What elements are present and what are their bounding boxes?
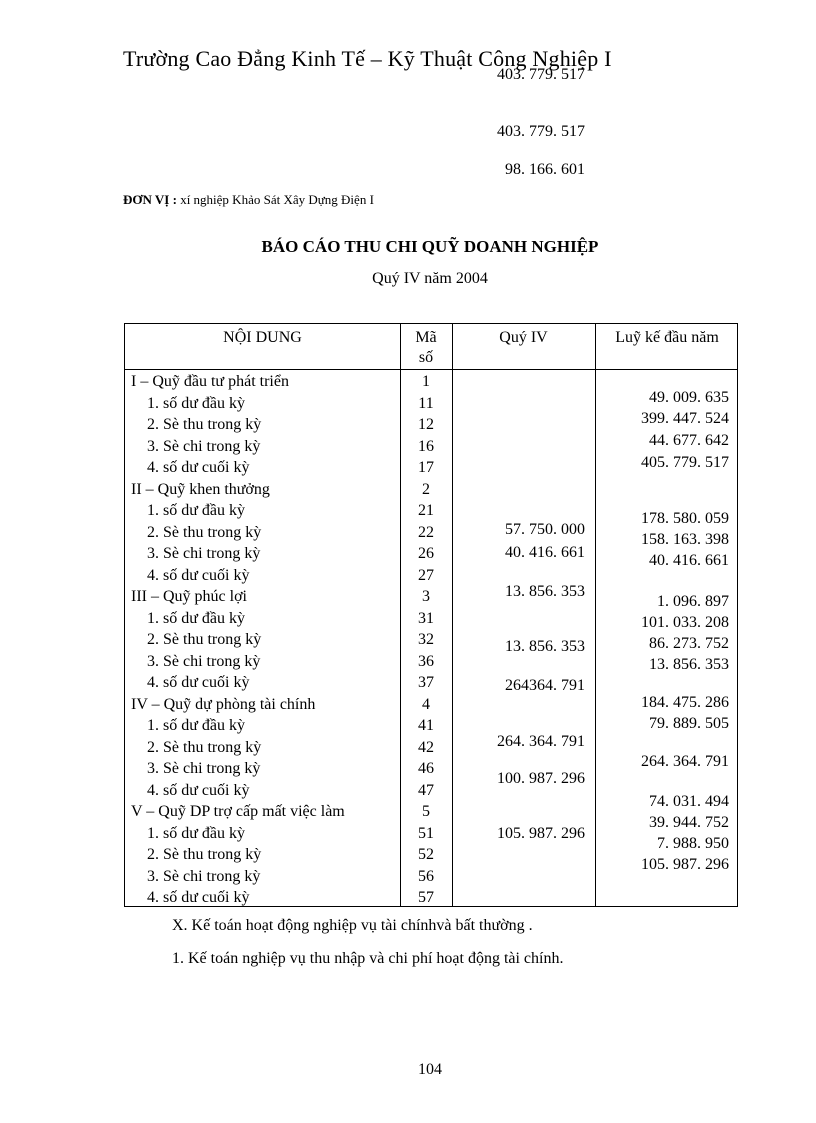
q4-value: 105. 987. 296 [497, 825, 585, 842]
row-code: 32 [418, 631, 434, 648]
row-code: 26 [418, 545, 434, 562]
column-divider [595, 324, 596, 906]
row-code: 4 [422, 695, 430, 713]
row-code: 21 [418, 502, 434, 519]
row-label: 4. số dư cuối kỳ [147, 459, 250, 476]
header-divider [125, 369, 737, 370]
header-content: NỘI DUNG [223, 329, 302, 346]
row-code: 47 [418, 781, 434, 799]
row-code: 37 [418, 674, 434, 691]
cumulative-value: 40. 416. 661 [649, 552, 729, 569]
q4-value: 100. 987. 296 [497, 770, 585, 787]
cumulative-value: 105. 987. 296 [641, 856, 729, 873]
row-label: 1. số dư đầu kỳ [147, 502, 245, 519]
subsection-heading: 1. Kế toán nghiệp vụ thu nhập và chi phí hoạt động tài chính. [172, 950, 564, 967]
row-code: 11 [418, 394, 434, 412]
section-label: I – Quỹ đầu tư phát triển [131, 373, 289, 390]
row-code: 5 [422, 803, 430, 820]
row-label: 3. Sè chi trong kỳ [147, 867, 261, 885]
row-code: 2 [422, 480, 430, 498]
cumulative-value: 264. 364. 791 [641, 753, 729, 770]
row-label: 4. số dư cuối kỳ [147, 674, 250, 691]
document-header: Trường Cao Đẳng Kinh Tế – Kỹ Thuật Công Nghiệp I [123, 46, 612, 71]
cumulative-value: 184. 475. 286 [641, 694, 729, 711]
q4-value: 403. 779. 517 [497, 123, 585, 140]
row-label: 2. Sè thu trong kỳ [147, 846, 262, 863]
section-label: III – Quỹ phúc lợi [131, 588, 247, 605]
q4-value: 40. 416. 661 [505, 544, 585, 561]
unit-line [123, 192, 374, 208]
cumulative-value: 7. 988. 950 [657, 835, 729, 852]
row-label: 4. số dư cuối kỳ [147, 566, 250, 584]
page-number: 104 [418, 1061, 442, 1078]
header-code-line1: Mã [415, 329, 437, 346]
row-code: 22 [418, 523, 434, 541]
row-label: 1. số dư đầu kỳ [147, 824, 245, 842]
row-code: 27 [418, 566, 434, 584]
report-title: BÁO CÁO THU CHI QUỸ DOANH NGHIỆP [261, 237, 599, 256]
header-cumulative: Luỹ kế đầu năm [615, 329, 719, 346]
section-heading: X. Kế toán hoạt động nghiệp vụ tài chínhvà bất thường . [172, 917, 533, 934]
row-code: 17 [418, 459, 434, 476]
row-label: 3. Sè chi trong kỳ [147, 437, 261, 455]
cumulative-value: 178. 580. 059 [641, 510, 729, 527]
row-code: 12 [418, 416, 434, 433]
cumulative-value: 79. 889. 505 [649, 715, 729, 732]
cumulative-value: 49. 009. 635 [649, 389, 729, 406]
row-label: 3. Sè chi trong kỳ [147, 545, 261, 562]
row-code: 52 [418, 846, 434, 863]
row-label: 2. Sè thu trong kỳ [147, 631, 262, 648]
q4-value: 403. 779. 517 [497, 66, 585, 83]
report-subtitle: Quý IV năm 2004 [372, 270, 488, 287]
column-divider [452, 324, 453, 906]
cumulative-value: 86. 273. 752 [649, 635, 729, 652]
q4-value: 98. 166. 601 [505, 161, 585, 178]
q4-value: 264. 364. 791 [497, 733, 585, 750]
header-q4: Quý IV [499, 329, 548, 346]
row-label: 3. Sè chi trong kỳ [147, 760, 261, 777]
row-code: 51 [418, 824, 434, 842]
section-label: II – Quỹ khen thưởng [131, 480, 270, 498]
row-label: 4. số dư cuối kỳ [147, 889, 250, 906]
row-label: 1. số dư đầu kỳ [147, 609, 245, 627]
q4-value: 13. 856. 353 [505, 638, 585, 655]
row-code: 3 [422, 588, 430, 605]
unit-name: xí nghiệp Khảo Sát Xây Dựng Điện I [180, 192, 374, 207]
row-code: 31 [418, 609, 434, 627]
cumulative-value: 1. 096. 897 [657, 593, 729, 610]
row-code: 1 [422, 373, 430, 390]
row-label: 2. Sè thu trong kỳ [147, 416, 262, 433]
row-code: 41 [418, 717, 434, 734]
header-code-line2: số [418, 349, 434, 366]
row-label: 2. Sè thu trong kỳ [147, 523, 262, 541]
row-label: 3. Sè chi trong kỳ [147, 652, 261, 670]
q4-value: 264364. 791 [505, 677, 585, 694]
row-label: 4. số dư cuối kỳ [147, 781, 250, 799]
cumulative-value: 44. 677. 642 [649, 432, 729, 449]
cumulative-value: 13. 856. 353 [649, 656, 729, 673]
row-code: 36 [418, 652, 434, 670]
row-code: 46 [418, 760, 434, 777]
row-label: 1. số dư đầu kỳ [147, 394, 245, 412]
unit-label: ĐƠN VỊ : [123, 192, 177, 207]
cumulative-value: 399. 447. 524 [641, 410, 729, 427]
cumulative-value: 74. 031. 494 [649, 793, 729, 810]
q4-value: 13. 856. 353 [505, 583, 585, 600]
row-code: 42 [418, 738, 434, 756]
cumulative-value: 405. 779. 517 [641, 454, 729, 471]
row-code: 57 [418, 889, 434, 906]
row-label: 1. số dư đầu kỳ [147, 717, 245, 734]
row-code: 56 [418, 867, 434, 885]
cumulative-value: 158. 163. 398 [641, 531, 729, 548]
row-code: 16 [418, 437, 434, 455]
q4-value: 57. 750. 000 [505, 521, 585, 538]
cumulative-value: 39. 944. 752 [649, 814, 729, 831]
row-label: 2. Sè thu trong kỳ [147, 738, 262, 756]
section-label: V – Quỹ DP trợ cấp mất việc làm [131, 803, 345, 820]
cumulative-value: 101. 033. 208 [641, 614, 729, 631]
section-label: IV – Quỹ dự phòng tài chính [131, 695, 316, 713]
